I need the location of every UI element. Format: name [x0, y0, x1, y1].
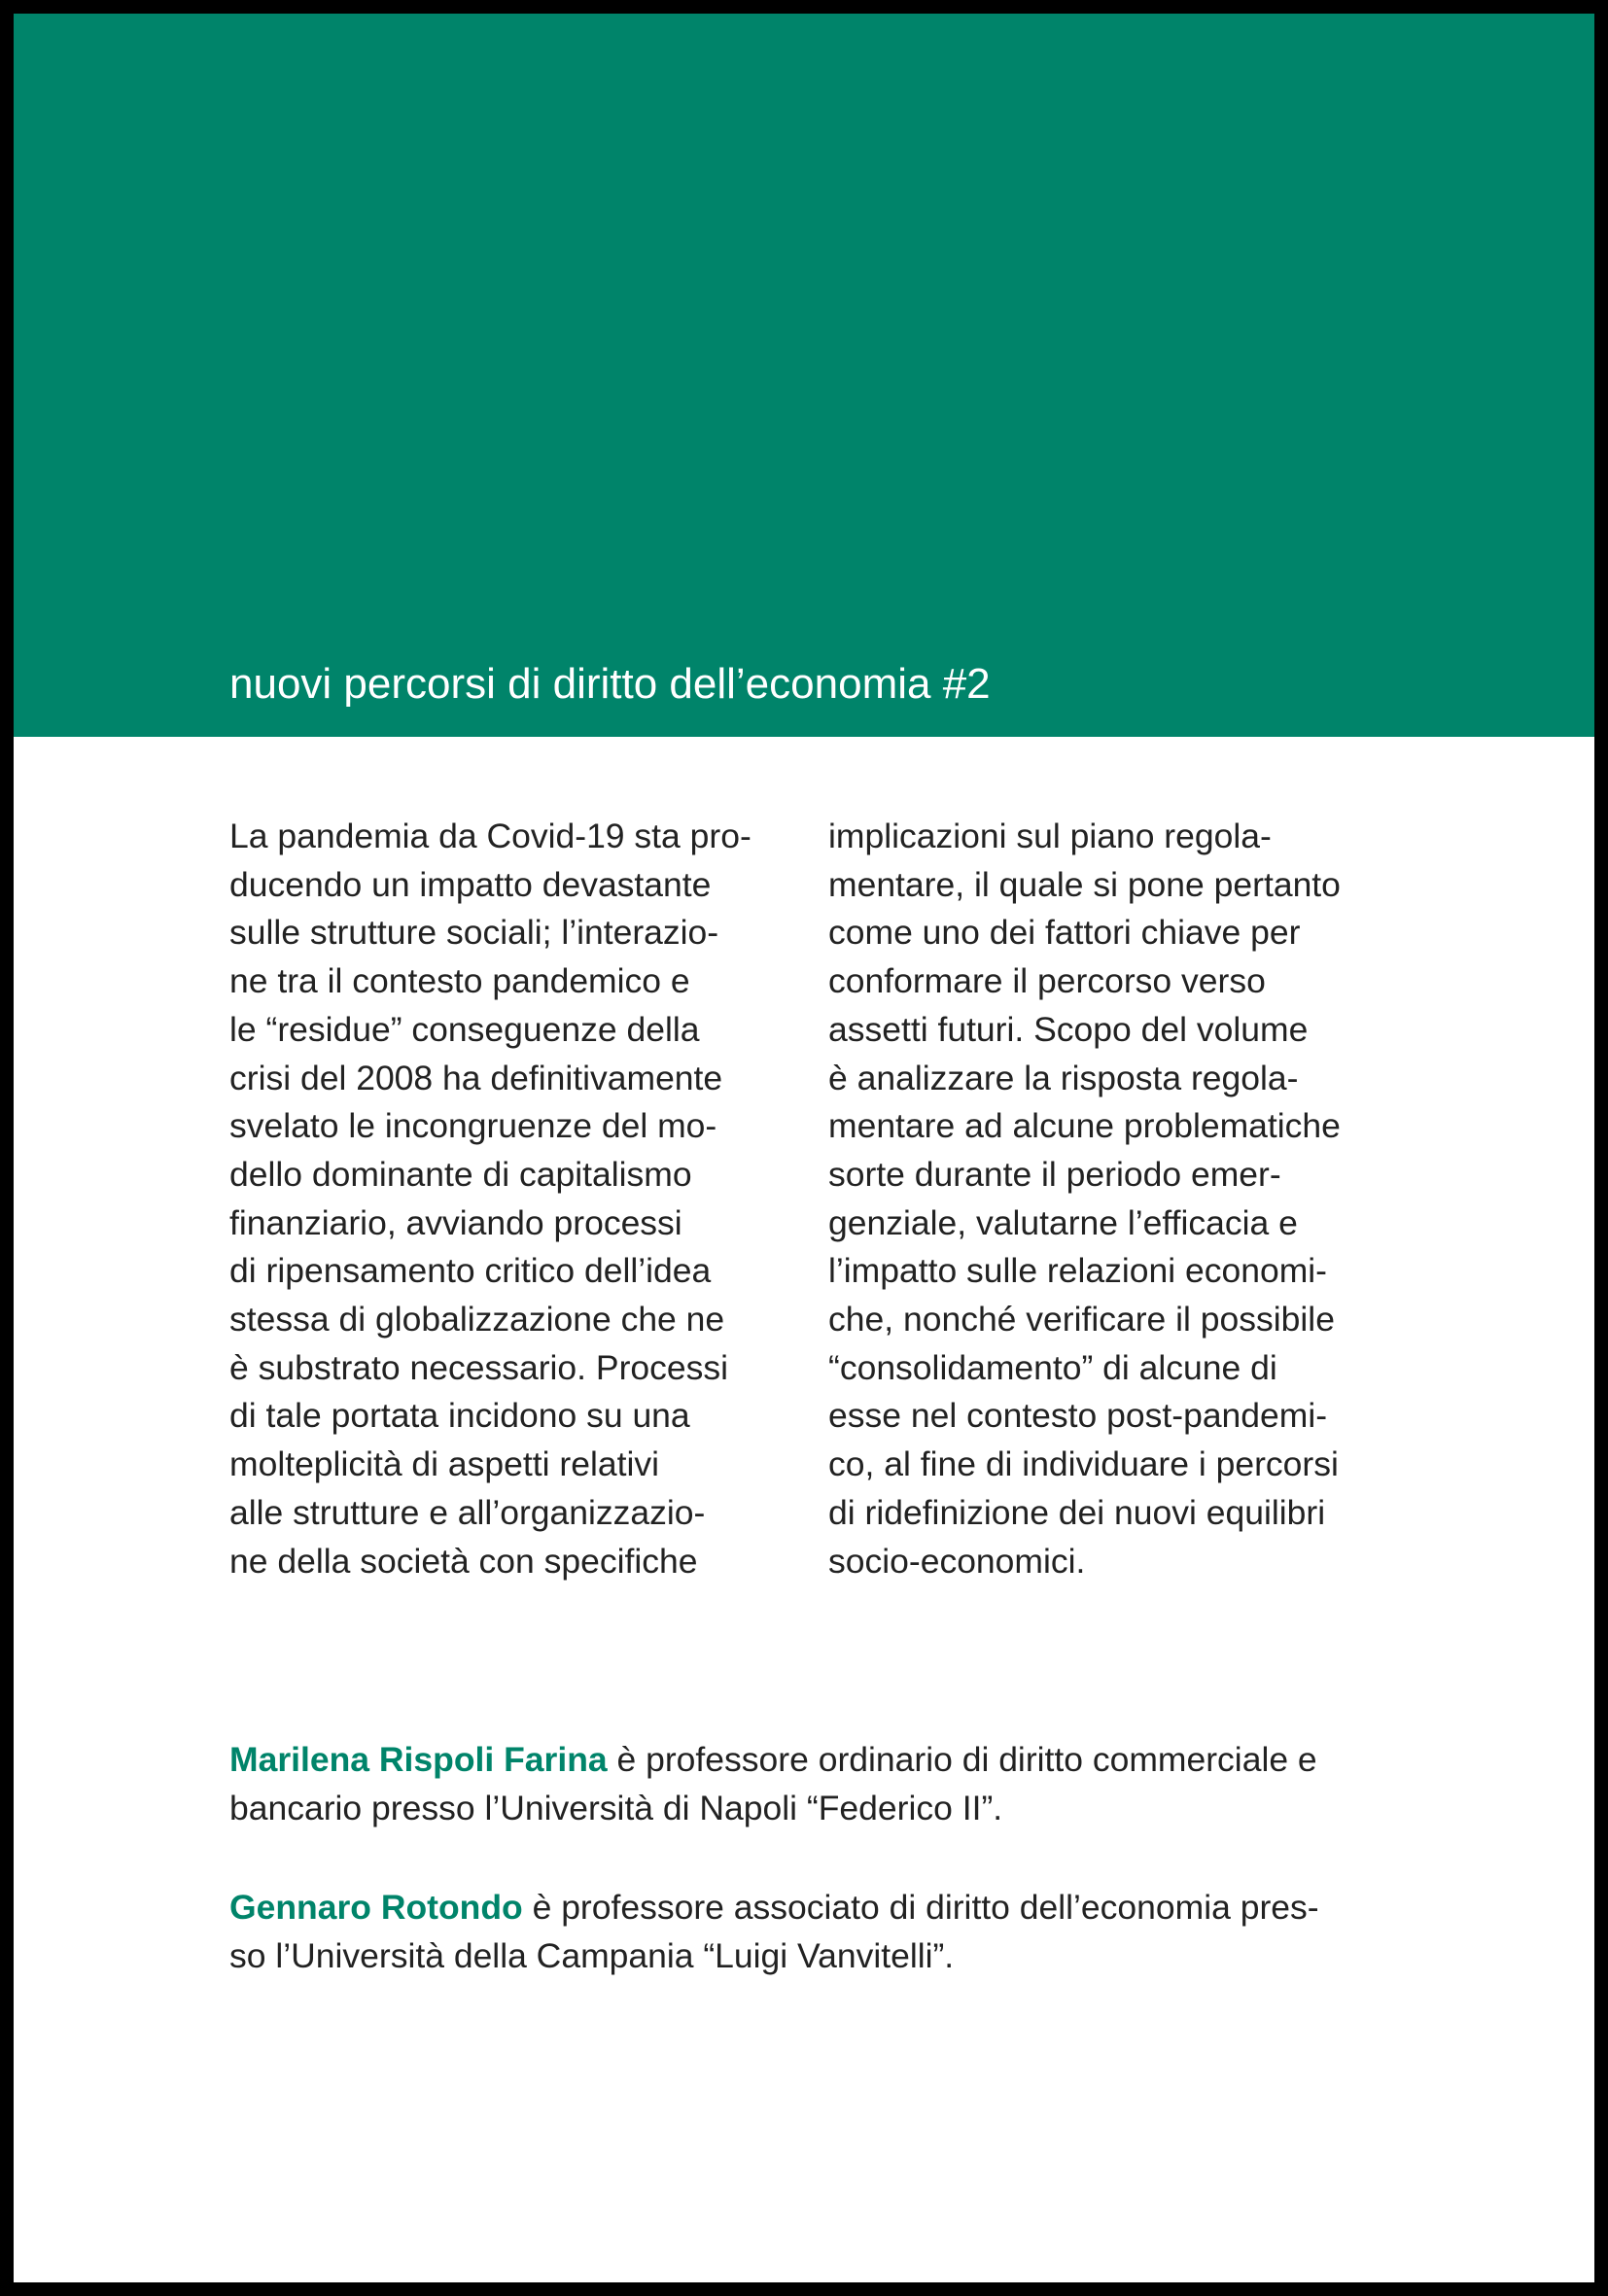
author-description-2: è professore associato di diritto dell’economia pres- so l’Università della Campania “Luigi Vanvitelli”. [229, 1888, 1319, 1975]
abstract-right-column: implicazioni sul piano regola- mentare, il quale si pone pertanto come uno dei fattori chiave per conformare il percorso verso assetti futuri. Scopo del volume è analizzare la risposta regola- mentare ad alcune problematiche sorte durante il periodo emer- genziale, valutarne l’efficacia e l’impatto sulle relazioni economi- che, nonché verificare il possibile “consolidamento” di alcune di esse nel contesto post-pandemi- co, al fine di individuare i percorsi di ridefinizione dei nuovi equilibri socio-economici. [828, 817, 1341, 1581]
series-title: nuovi percorsi di diritto dell’economia #2 [229, 660, 991, 708]
author-name-2: Gennaro Rotondo [229, 1888, 523, 1927]
header-band [14, 14, 1594, 737]
abstract-left-column: La pandemia da Covid-19 sta pro- ducendo un impatto devastante sulle strutture sociali; l’interazio- ne tra il contesto pandemico e le “residue” conseguenze della crisi del 2008 ha definitivamente svelato le incongruenze del mo- dello dominante di capitalismo finanziario, avviando processi di ripensamento critico dell’idea stessa di globalizzazione che ne è substrato necessario. Processi di tale portata incidono su una molteplicità di aspetti relativi alle strutture e all’organizzazio- ne della società con specifiche [229, 817, 752, 1581]
author-name-1: Marilena Rispoli Farina [229, 1740, 608, 1779]
author-bio-1 [229, 1736, 1317, 1832]
author-bio-2 [229, 1884, 1319, 1980]
author-description-1: è professore ordinario di diritto commerciale e bancario presso l’Università di Napoli “Federico II”. [229, 1740, 1317, 1827]
